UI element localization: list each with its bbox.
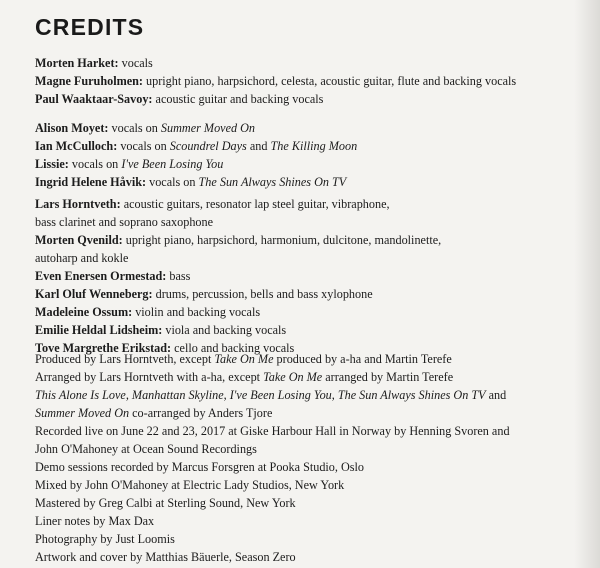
liner-notes-line: Liner notes by Max Dax <box>35 514 155 528</box>
credit-text: arranged by Martin Terefe <box>322 370 454 384</box>
credit-name: Ingrid Helene Håvik: <box>35 175 147 189</box>
song-title: I've Been Losing You <box>121 157 224 171</box>
credit-name: Karl Oluf Wenneberg: <box>35 287 153 301</box>
credit-line <box>35 231 555 249</box>
artwork-line: Artwork and cover by Matthias Bäuerle, Season Zero <box>35 550 296 564</box>
credit-text: Produced by Lars Horntveth, except <box>35 352 215 366</box>
credit-name: Lars Horntveth: <box>35 197 121 211</box>
credit-name: Morten Qvenild: <box>35 233 123 247</box>
song-title: Take On Me <box>263 370 323 384</box>
credit-name: Morten Harket: <box>35 56 119 70</box>
song-title: The Killing Moon <box>270 139 358 153</box>
credit-line <box>35 303 555 321</box>
credit-role: vocals on <box>68 157 122 171</box>
credit-role: vocals on <box>108 121 161 135</box>
credit-name: Ian McCulloch: <box>35 139 118 153</box>
credit-text: co-arranged by Anders Tjore <box>129 406 273 420</box>
recorded-line-continued: John O'Mahoney at Ocean Sound Recordings <box>35 442 257 456</box>
credit-role: bass <box>166 269 191 283</box>
credit-role: drums, percussion, bells and bass xylophone <box>152 287 373 301</box>
credit-name: Madeleine Ossum: <box>35 305 133 319</box>
credit-role: viola and backing vocals <box>162 323 287 337</box>
page-title: CREDITS <box>35 14 145 40</box>
credit-role: vocals on <box>117 139 170 153</box>
credit-line-continued: autoharp and kokle <box>35 251 129 265</box>
song-title: Summer Moved On <box>160 121 256 135</box>
credit-line-continued: bass clarinet and soprano saxophone <box>35 215 214 229</box>
song-title: Summer Moved On <box>35 406 130 420</box>
credit-line <box>35 173 555 191</box>
mastered-line: Mastered by Greg Calbi at Sterling Sound, New York <box>35 496 296 510</box>
song-title: Take On Me <box>214 352 274 366</box>
coarranged-line <box>35 386 555 404</box>
conjunction: and <box>246 139 271 153</box>
mixed-line: Mixed by John O'Mahoney at Electric Lady Studios, New York <box>35 478 345 492</box>
credit-line <box>35 195 555 213</box>
musician-credits <box>35 195 555 357</box>
credit-name: Tove Margrethe Erikstad: <box>35 341 172 355</box>
credit-name: Paul Waaktaar-Savoy: <box>35 92 153 106</box>
credit-line <box>35 90 555 108</box>
credit-line <box>35 72 555 90</box>
photography-line: Photography by Just Loomis <box>35 532 175 546</box>
credit-name: Emilie Heldal Lidsheim: <box>35 323 163 337</box>
credit-line <box>35 267 555 285</box>
band-credits <box>35 54 555 108</box>
credit-line <box>35 137 555 155</box>
credit-name: Magne Furuholmen: <box>35 74 143 88</box>
credit-name: Lissie: <box>35 157 69 171</box>
page-edge-shadow <box>574 0 600 568</box>
arranged-line <box>35 368 555 386</box>
song-title: This Alone Is Love, Manhattan Skyline, I've Been Losing You, The Sun Always Shines On TV <box>35 388 486 402</box>
credit-role: violin and backing vocals <box>132 305 261 319</box>
credit-role: vocals <box>118 56 153 70</box>
credit-line <box>35 119 555 137</box>
credit-role: upright piano, harpsichord, celesta, acoustic guitar, flute and backing vocals <box>143 74 517 88</box>
credit-line <box>35 285 555 303</box>
song-title: Scoundrel Days <box>169 139 247 153</box>
song-title: The Sun Always Shines On TV <box>198 175 347 189</box>
credit-line <box>35 155 555 173</box>
credit-role: acoustic guitars, resonator lap steel guitar, vibraphone, <box>120 197 390 211</box>
produced-line <box>35 350 555 368</box>
credit-name: Alison Moyet: <box>35 121 109 135</box>
credit-line <box>35 54 555 72</box>
production-credits <box>35 350 555 566</box>
guest-credits <box>35 119 555 191</box>
credit-role: vocals on <box>146 175 199 189</box>
recorded-line: Recorded live on June 22 and 23, 2017 at Giske Harbour Hall in Norway by Henning Svoren and <box>35 424 510 438</box>
credit-line <box>35 321 555 339</box>
credit-role: cello and backing vocals <box>171 341 295 355</box>
conjunction: and <box>485 388 507 402</box>
credit-text: produced by a-ha and Martin Terefe <box>273 352 452 366</box>
credit-name: Even Enersen Ormestad: <box>35 269 167 283</box>
coarranged-line-continued <box>35 404 555 422</box>
credit-role: upright piano, harpsichord, harmonium, dulcitone, mandolinette, <box>122 233 442 247</box>
demo-line: Demo sessions recorded by Marcus Forsgren at Pooka Studio, Oslo <box>35 460 365 474</box>
credit-text: Arranged by Lars Horntveth with a-ha, except <box>35 370 264 384</box>
credit-role: acoustic guitar and backing vocals <box>152 92 324 106</box>
